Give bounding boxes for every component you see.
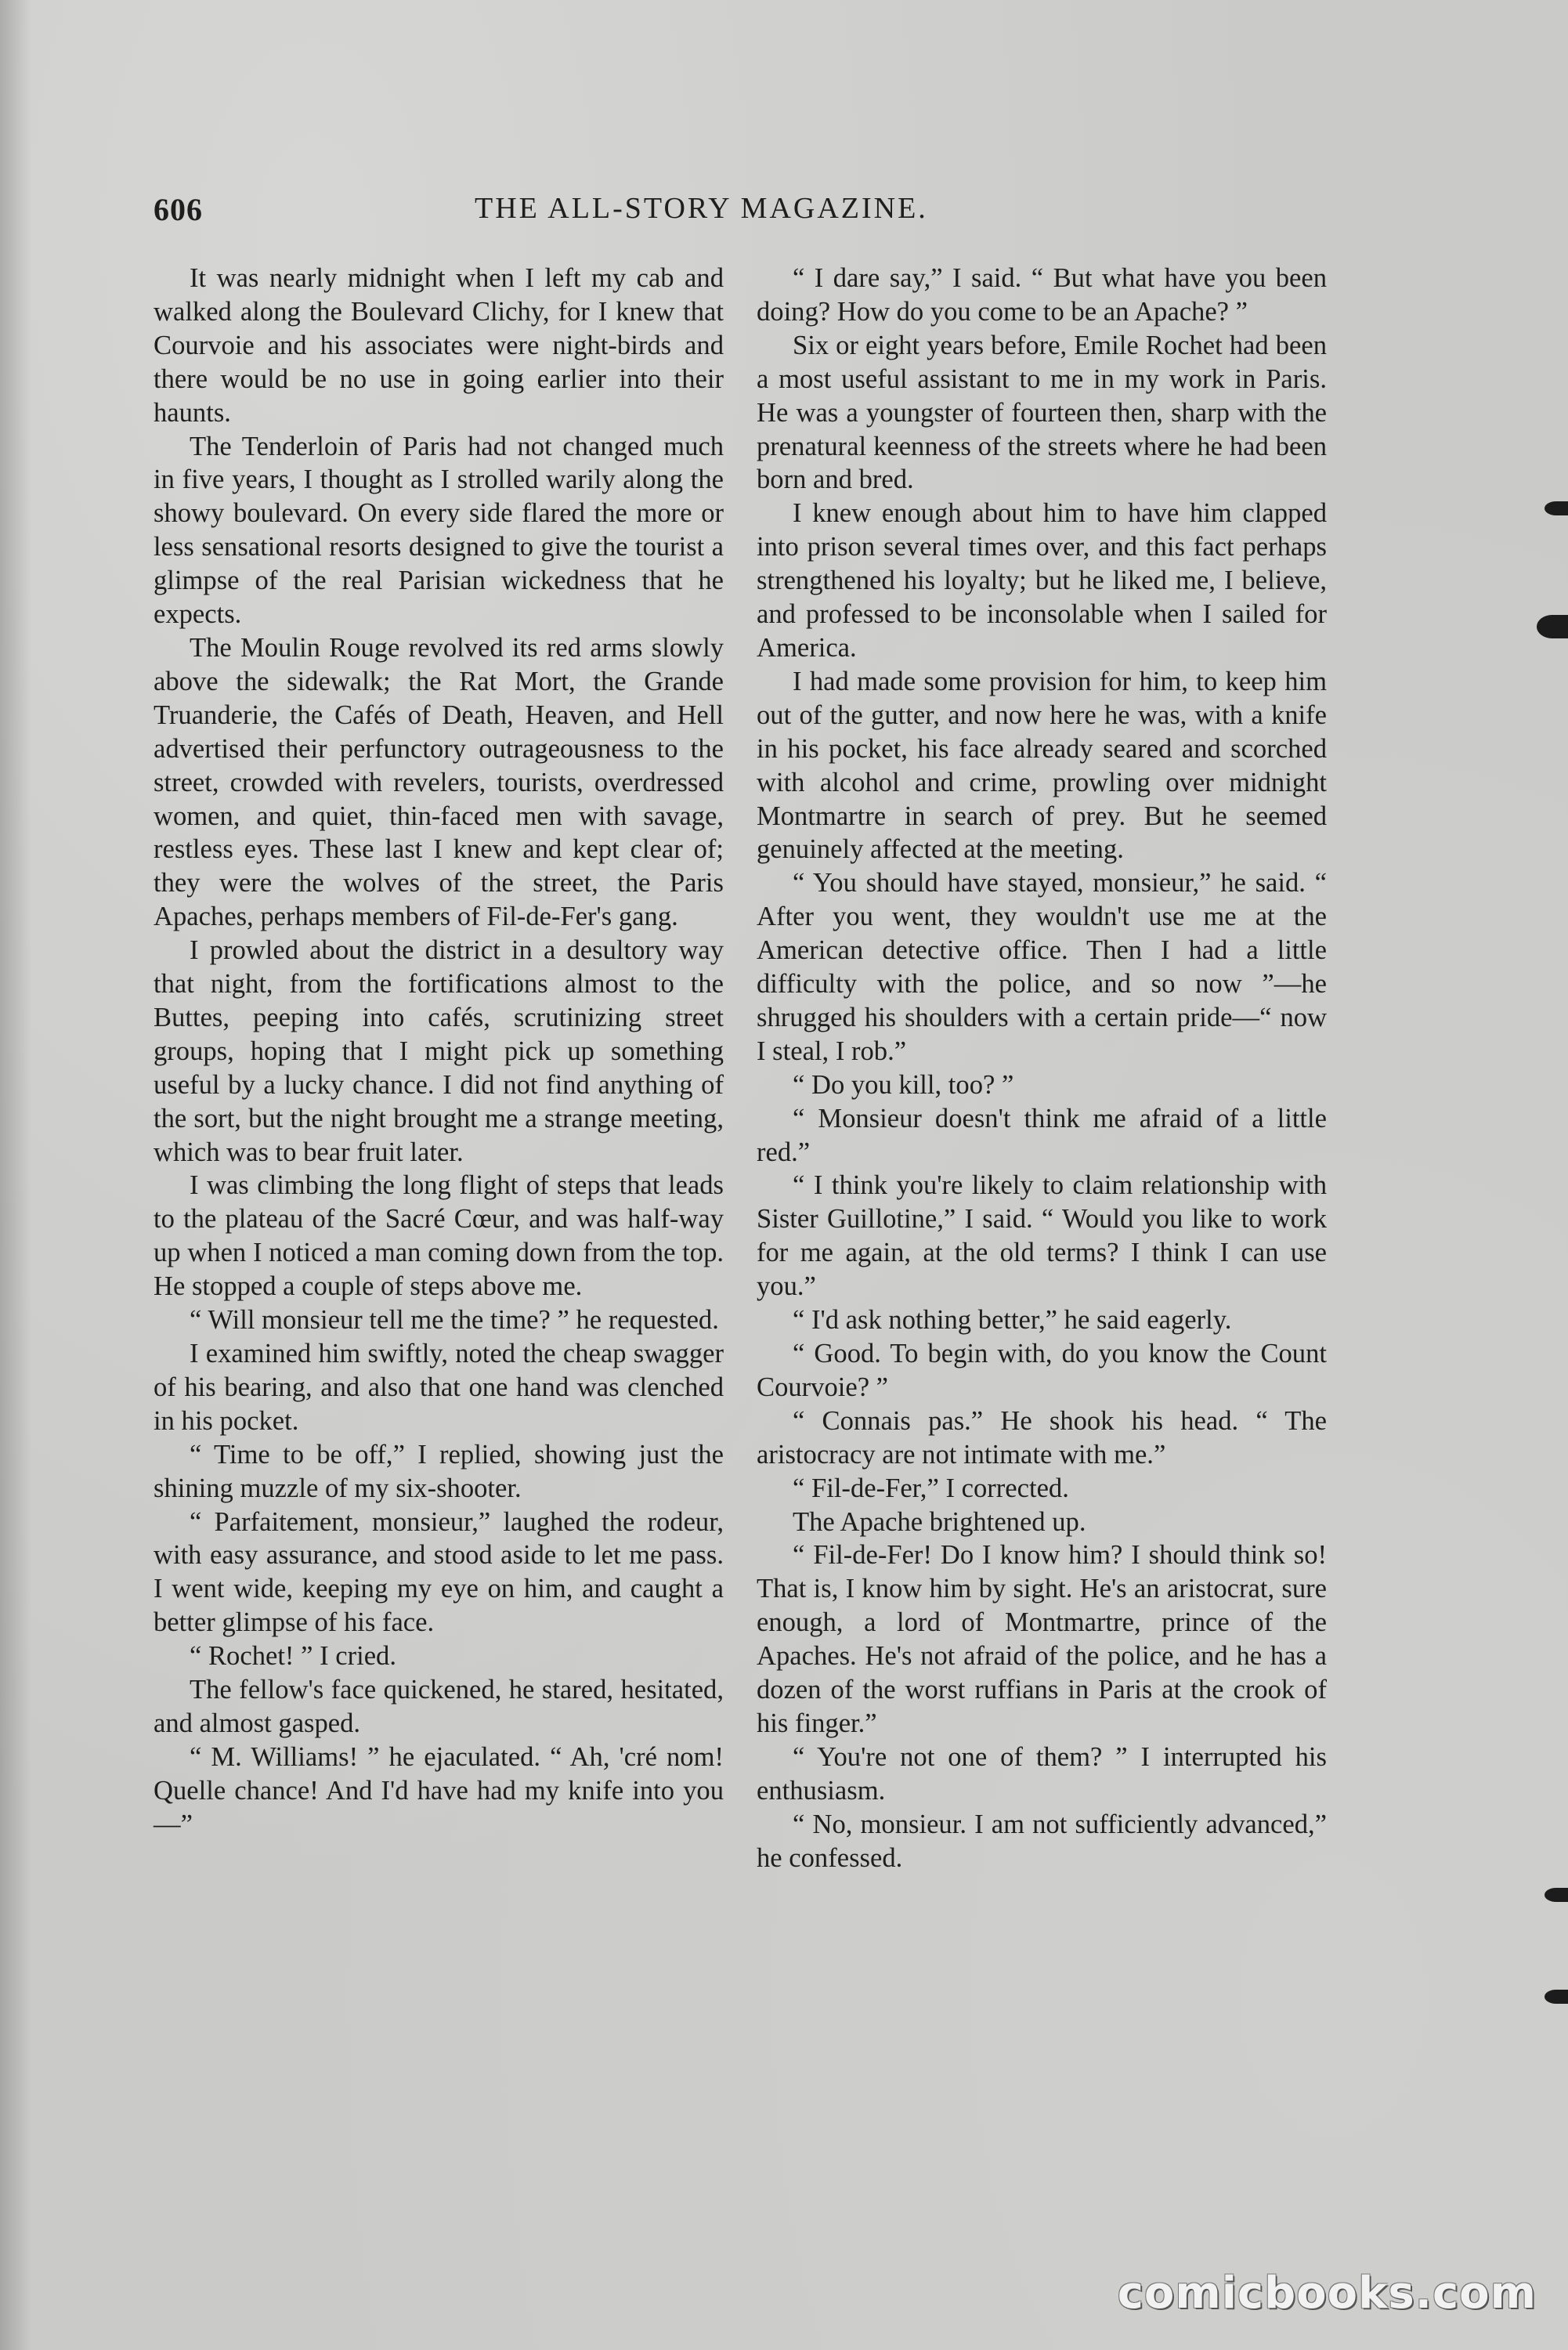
paragraph: “ Good. To begin with, do you know the Count Courvoie? ”: [757, 1339, 1327, 1402]
paragraph: “ Parfaitement, monsieur,” laughed the rodeur, with easy assurance, and stood aside to let me pass. I went wide, keeping my eye on him, and caught a better glimpse of his face.: [154, 1506, 724, 1638]
paragraph: I prowled about the district in a desultory way that night, from the fortifications almost to the Buttes, peeping into cafés, scrutinizing street groups, hoping that I might pick up something useful by a lucky chance. I did not find anything of the sort, but the night brought me a strange meeting, which was to bear fruit later.: [154, 935, 724, 1167]
paragraph: “ No, monsieur. I am not sufficiently advanced,” he confessed.: [757, 1809, 1327, 1873]
paragraph: The Tenderloin of Paris had not changed much in five years, I thought as I strolled warily along the showy boulevard. On every side flared the more or less sensational resorts designed to give the tourist a glimpse of the real Parisian wickedness that he expects.: [154, 431, 724, 630]
page-header: [154, 191, 1328, 238]
paragraph: “ Fil-de-Fer! Do I know him? I should think so! That is, I know him by sight. He's an aristocrat, sure enough, a lord of Montmartre, prince of the Apaches. He's not afraid of the police, and he has a dozen of the worst ruffians in Paris at the crook of his finger.”: [757, 1540, 1327, 1738]
right-column: [757, 262, 1327, 1875]
paragraph: “ I'd ask nothing better,” he said eagerly.: [793, 1305, 1232, 1336]
left-column: [154, 262, 724, 1842]
page-edge-shadow: [0, 0, 31, 2350]
paragraph: I had made some provision for him, to keep him out of the gutter, and now here he was, with a knife in his pocket, his face already seared and scorched with alcohol and crime, prowling over midnight Montmartre in search of prey. But he seemed genuinely affected at the meeting.: [757, 666, 1327, 865]
paper-tear-mark: [1545, 501, 1568, 515]
paragraph: “ You should have stayed, monsieur,” he said. “ After you went, they wouldn't use me at the American detective office. Then I had a little difficulty with the police, and so now ”—he shrugged his shoulders with a certain pride—“ now I steal, I rob.”: [757, 868, 1327, 1066]
paragraph: “ M. Williams! ” he ejaculated. “ Ah, 'cré nom! Quelle chance! And I'd have had my knife into you—”: [154, 1741, 724, 1839]
page-number: 606: [154, 192, 203, 227]
paragraph: “ Rochet! ” I cried.: [190, 1641, 396, 1672]
paragraph: The Moulin Rouge revolved its red arms slowly above the sidewalk; the Rat Mort, the Grande Truanderie, the Cafés of Death, Heaven, and Hell advertised their perfunctory outrageousness to the street, crowded with revelers, tourists, overdressed women, and quiet, thin-faced men with savage, restless eyes. These last I knew and kept clear of; they were the wolves of the street, the Paris Apaches, perhaps members of Fil-de-Fer's gang.: [154, 632, 724, 932]
paragraph: “ Fil-de-Fer,” I corrected.: [793, 1473, 1069, 1503]
paragraph: The fellow's face quickened, he stared, hesitated, and almost gasped.: [154, 1675, 724, 1738]
paragraph: “ Time to be off,” I replied, showing just the shining muzzle of my six-shooter.: [154, 1439, 724, 1503]
running-title: THE ALL-STORY MAGAZINE.: [475, 192, 928, 225]
paragraph: I knew enough about him to have him clapped into prison several times over, and this fact perhaps strengthened his loyalty; but he liked me, I believe, and professed to be inconsolable when I sailed for America.: [757, 498, 1327, 663]
paragraph: “ You're not one of them? ” I interrupted his enthusiasm.: [757, 1741, 1327, 1806]
paragraph: I examined him swiftly, noted the cheap swagger of his bearing, and also that one hand was clenched in his pocket.: [154, 1339, 724, 1436]
watermark-logo: comicbooks.com: [1117, 2268, 1537, 2319]
paragraph: “ Connais pas.” He shook his head. “ The aristocracy are not intimate with me.”: [757, 1405, 1327, 1470]
paragraph: The Apache brightened up.: [793, 1506, 1086, 1537]
paragraph: I was climbing the long flight of steps that leads to the plateau of the Sacré Cœur, and was half-way up when I noticed a man coming down from the top. He stopped a couple of steps above me.: [154, 1170, 724, 1302]
paper-tear-mark: [1545, 1990, 1568, 2004]
paragraph: “ I dare say,” I said. “ But what have you been doing? How do you come to be an Apache? ”: [757, 263, 1327, 327]
paragraph: “ I think you're likely to claim relationship with Sister Guillotine,” I said. “ Would you like to work for me again, at the old terms? I think I can use you.”: [757, 1170, 1327, 1302]
paragraph: It was nearly midnight when I left my cab and walked along the Boulevard Clichy, for I knew that Courvoie and his associates were night-birds and there would be no use in going earlier into their haunts.: [154, 263, 724, 428]
paragraph: “ Do you kill, too? ”: [793, 1069, 1014, 1100]
paper-tear-mark: [1545, 1888, 1568, 1902]
paragraph: “ Will monsieur tell me the time? ” he requested.: [190, 1305, 719, 1336]
paragraph: “ Monsieur doesn't think me afraid of a little red.”: [757, 1103, 1327, 1167]
paragraph: Six or eight years before, Emile Rochet had been a most useful assistant to me in my work in Paris. He was a youngster of fourteen then, sharp with the prenatural keenness of the streets where he had been born and bred.: [757, 330, 1327, 495]
paper-tear-mark: [1537, 615, 1568, 638]
